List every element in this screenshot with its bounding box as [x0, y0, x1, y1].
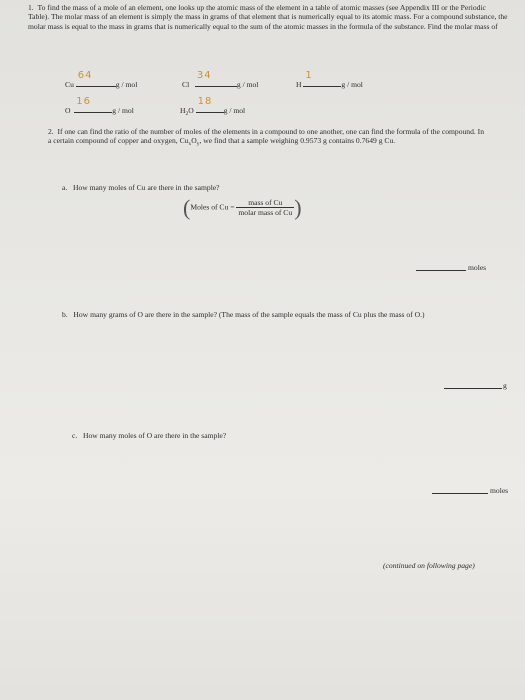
- molar-mass-h2o: $H_2O$ 18 g / mol: [180, 96, 246, 117]
- molar-mass-cl: Cl 34 g / mol: [182, 70, 259, 89]
- part-c-answer-line[interactable]: [432, 493, 488, 494]
- part-b-question: b. How many grams of O are there in the sample? (The mass of the sample equals the mass of Cu plus the mass of O.): [62, 310, 425, 319]
- continued-footer: (continued on following page): [383, 561, 475, 570]
- question-2-text: 2. If one can find the ratio of the number of moles of the elements in a compound to one another, one can find the formula of the compound. In a certain compound of copper and oxygen, $Cu_xO_y$, we find that a sample weighing 0.9573 g contains 0.7649 g Cu.: [48, 127, 485, 148]
- part-c-unit: moles: [490, 486, 509, 495]
- part-a-unit: moles: [468, 263, 487, 272]
- molar-mass-cu: Cu 64 g / mol: [65, 70, 138, 89]
- h-answer-blank[interactable]: 1: [303, 78, 341, 87]
- molar-mass-o: O 16 g / mol: [65, 96, 134, 115]
- part-b-unit: g: [503, 381, 507, 390]
- part-c-question: c. How many moles of O are there in the sample?: [72, 431, 227, 440]
- molar-mass-h: H 1 g / mol: [296, 70, 363, 89]
- question-1-text: 1. To find the mass of a mole of an element, one looks up the atomic mass of the element in a table of atomic masses (see Appendix III or the Periodic Table). The molar mass of an element is simply the mass in grams of that element that is numerically equal to its atomic mass. For a compound substance, the molar mass is equal to the mass in grams that is numerically equal to the sum of the atomic masses in the formula of the substance. Find the molar mass of: [28, 3, 508, 31]
- part-a-answer-line[interactable]: [416, 270, 466, 271]
- cu-answer-blank[interactable]: 64: [76, 78, 116, 87]
- h2o-answer-blank[interactable]: 18: [196, 104, 224, 113]
- o-answer-blank[interactable]: 16: [74, 104, 112, 113]
- part-b-answer-line[interactable]: [444, 388, 502, 389]
- moles-formula: (Moles of Cu = $\frac{\text{mass of Cu}}{\text{molar mass of Cu}}$ ): [183, 195, 302, 221]
- cl-answer-blank[interactable]: 34: [195, 78, 237, 87]
- part-a-question: a. How many moles of Cu are there in the sample?: [62, 183, 220, 192]
